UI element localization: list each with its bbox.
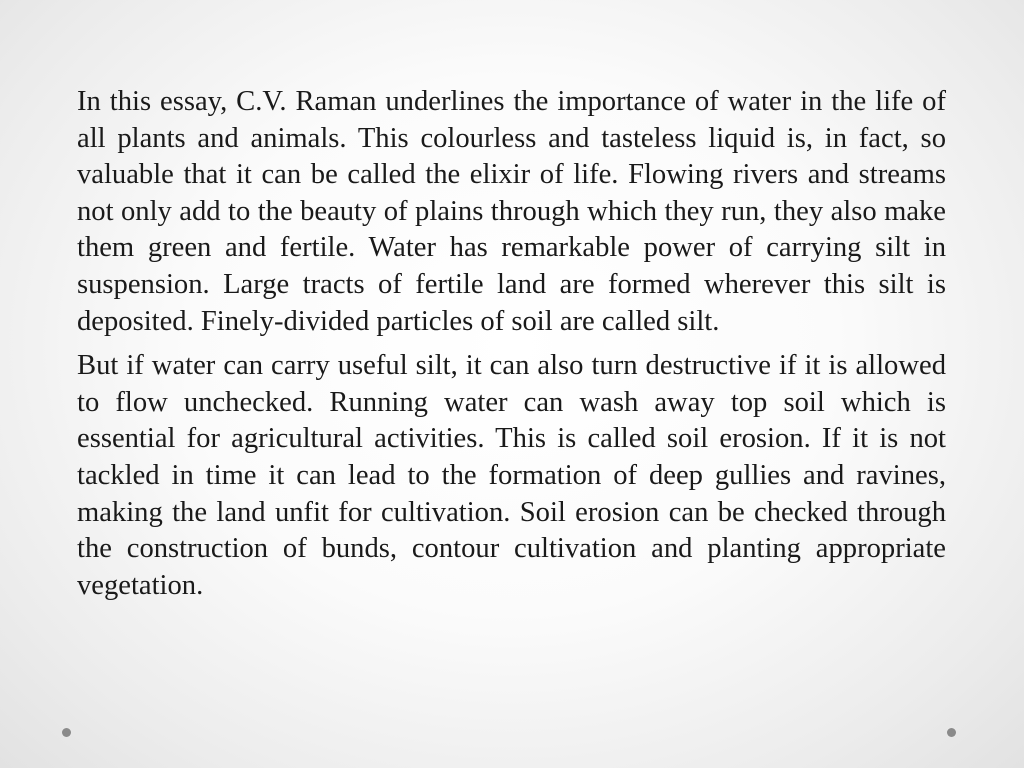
decorative-dot-right xyxy=(947,728,956,737)
slide-body xyxy=(77,84,946,612)
paragraph-water-importance: In this essay, C.V. Raman underlines the importance of water in the life of all plants and animals. This colourless and tasteless liquid is, in fact, so valuable that it can be called the elixir of life. Flowing rivers and streams not only add to the beauty of plains through which they run, they also make them green and fertile. Water has remarkable power of carrying silt in suspension. Large tracts of fertile land are formed wherever this silt is deposited. Finely-divided particles of soil are called silt. xyxy=(77,86,946,337)
paragraph-soil-erosion: But if water can carry useful silt, it can also turn destructive if it is allowed to flow unchecked. Running water can wash away top soil which is essential for agricultural activities. This is called soil erosion. If it is not tackled in time it can lead to the formation of deep gullies and ravines, making the land unfit for cultivation. Soil erosion can be checked through the construction of bunds, contour cultivation and planting appropriate vegetation. xyxy=(77,350,946,601)
decorative-dot-left xyxy=(62,728,71,737)
